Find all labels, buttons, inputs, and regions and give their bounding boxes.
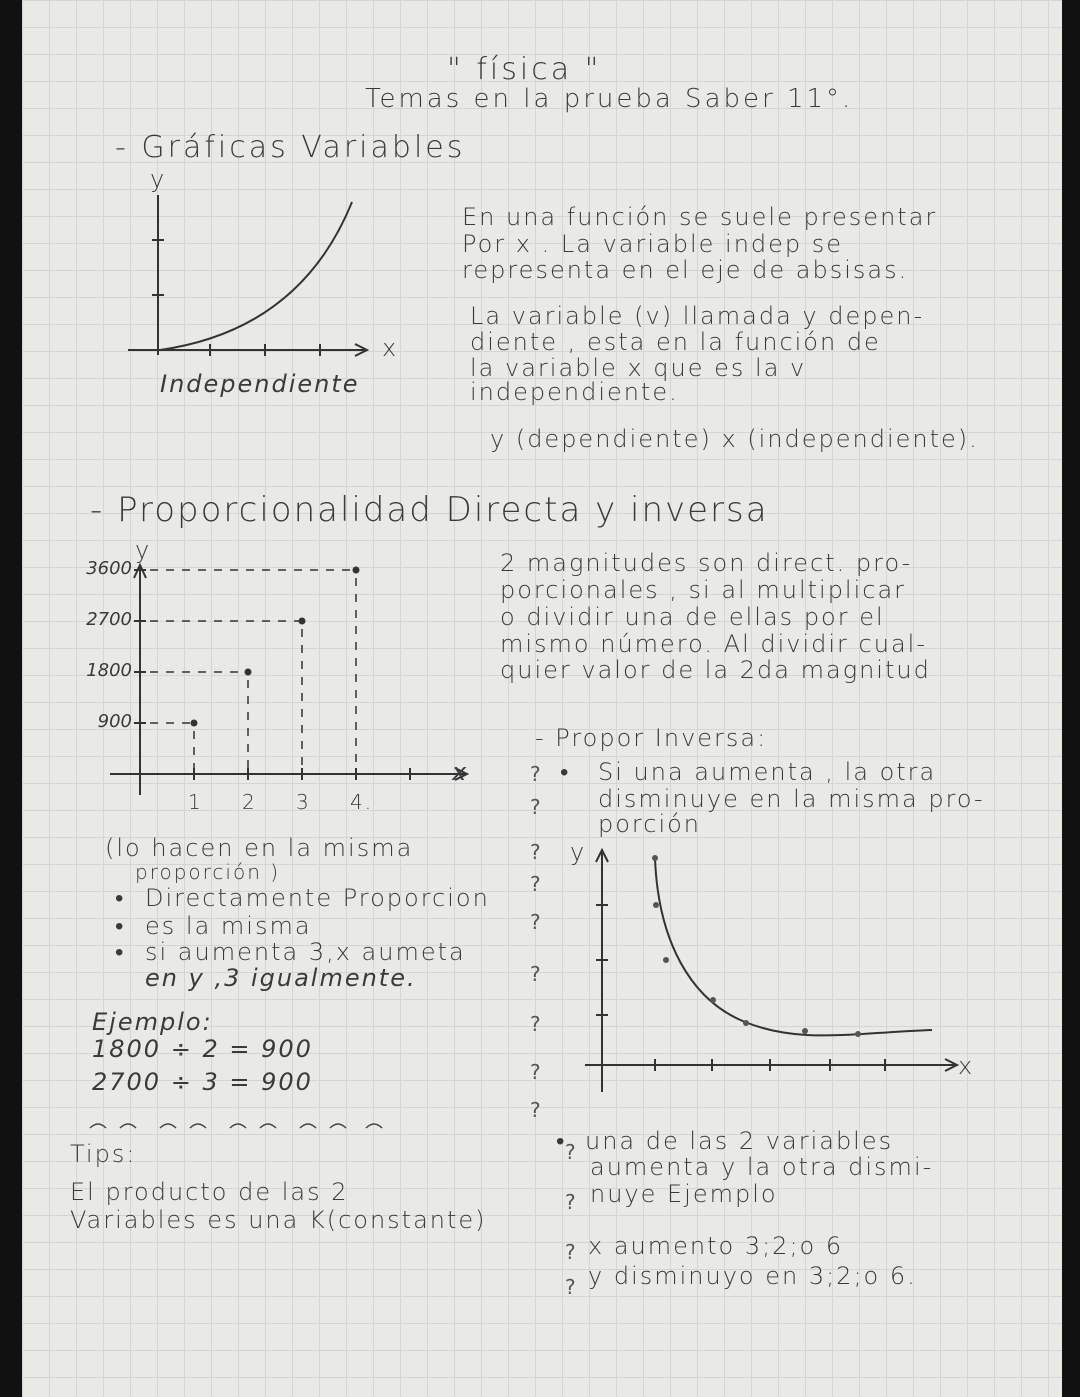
margin-mark: ?	[565, 1275, 576, 1299]
margin-mark: ?	[530, 795, 541, 819]
graph-direct	[110, 565, 467, 795]
def-line: porcionales , si al multiplicar	[500, 576, 907, 604]
data-point	[191, 720, 198, 727]
dependent-summary: y (dependiente) x (independiente).	[490, 425, 979, 453]
bullet-icon: •	[115, 938, 126, 966]
tips-line: El producto de las 2	[70, 1178, 349, 1206]
bullet-line: Directamente Proporcion	[145, 884, 490, 912]
example-label: Ejemplo:	[92, 1008, 213, 1036]
margin-mark: ?	[530, 762, 541, 786]
def-line: 2 magnitudes son direct. pro-	[500, 549, 913, 577]
curve	[160, 202, 352, 350]
y-tick-label: 2700	[86, 609, 132, 630]
note-line: (lo hacen en la misma	[105, 834, 414, 862]
inverse-heading: - Propor Inversa:	[535, 724, 768, 752]
x-tick-label: 2	[242, 790, 257, 814]
page-title: Temas en la prueba Saber 11°.	[365, 84, 854, 114]
margin-mark: ?	[565, 1190, 576, 1214]
margin-mark: ?	[530, 1012, 541, 1036]
inverse-line: Si una aumenta , la otra	[598, 758, 937, 786]
graph3-x-label: x	[958, 1052, 975, 1080]
bullet-icon: •	[560, 758, 571, 786]
data-point	[245, 669, 252, 676]
graph1-x-label: x	[382, 334, 399, 362]
graph2-y-label: y	[135, 536, 152, 564]
bullet-line: si aumenta 3,x aumeta	[145, 938, 466, 966]
data-point	[299, 618, 306, 625]
inverse-line: nuye Ejemplo	[590, 1180, 778, 1208]
margin-mark: ?	[530, 840, 541, 864]
note-line: proporción )	[135, 860, 281, 884]
wavy-divider	[90, 1124, 382, 1128]
def-line: o dividir una de ellas por el	[500, 603, 885, 631]
bullet-icon: •	[115, 912, 126, 940]
subject-title: " física "	[447, 52, 602, 87]
inverse-line: disminuye en la misma pro-	[598, 785, 985, 813]
example-line: 2700 ÷ 3 = 900	[92, 1068, 313, 1096]
x-tick-label: 3	[296, 790, 311, 814]
para-line: diente , esta en la función de	[470, 328, 881, 356]
para-line: la variable x que es la v	[470, 354, 807, 382]
para-line: La variable (v) llamada y depen-	[470, 302, 925, 330]
graph-variables	[128, 195, 367, 356]
tips-line: Variables es una K(constante)	[70, 1206, 487, 1234]
para-line: independiente.	[470, 378, 679, 406]
def-line: mismo número. Al dividir cual-	[500, 630, 927, 658]
para-line: En una función se suele presentar	[462, 203, 938, 231]
inverse-points	[652, 855, 861, 1037]
margin-mark: ?	[530, 910, 541, 934]
example-line: 1800 ÷ 2 = 900	[92, 1035, 313, 1063]
margin-mark: ?	[565, 1240, 576, 1264]
inverse-line: aumenta y la otra dismi-	[590, 1153, 934, 1181]
y-tick-label: 3600	[86, 558, 132, 579]
def-line: quier valor de la 2da magnitud	[500, 656, 931, 684]
section-heading-proporcionalidad: - Proporcionalidad Directa y inversa	[90, 490, 769, 530]
margin-mark: ?	[565, 1140, 576, 1164]
bullet-icon: •	[115, 884, 126, 912]
inverse-example-line: y disminuyo en 3;2;o 6.	[588, 1262, 917, 1290]
data-point	[353, 567, 360, 574]
para-line: Por x . La variable indep se	[462, 230, 844, 258]
y-tick-label: 1800	[86, 660, 132, 681]
margin-mark: ?	[530, 1060, 541, 1084]
bullet-icon: •	[556, 1127, 567, 1155]
bullet-line: en y ,3 igualmente.	[145, 964, 417, 992]
inverse-line: una de las 2 variables	[585, 1127, 894, 1155]
bullet-line: es la misma	[145, 912, 312, 940]
graph3-y-label: y	[570, 838, 587, 866]
graph1-caption: Independiente	[160, 370, 360, 398]
margin-mark: ?	[530, 872, 541, 896]
para-line: representa en el eje de absisas.	[462, 256, 909, 284]
tips-label: Tips:	[70, 1140, 137, 1168]
margin-mark: ?	[530, 962, 541, 986]
inverse-example-line: x aumento 3;2;o 6	[588, 1232, 844, 1260]
x-tick-label: 1	[188, 790, 203, 814]
graph2-x-label: x	[452, 758, 469, 786]
margin-mark: ?	[530, 1098, 541, 1122]
y-tick-label: 900	[97, 711, 132, 732]
inverse-line: porción	[598, 810, 702, 838]
x-tick-label: 4.	[350, 790, 374, 814]
graph-inverse	[585, 850, 957, 1092]
graph1-y-label: y	[150, 165, 167, 193]
section-heading-graficas: - Gráficas Variables	[115, 130, 466, 165]
